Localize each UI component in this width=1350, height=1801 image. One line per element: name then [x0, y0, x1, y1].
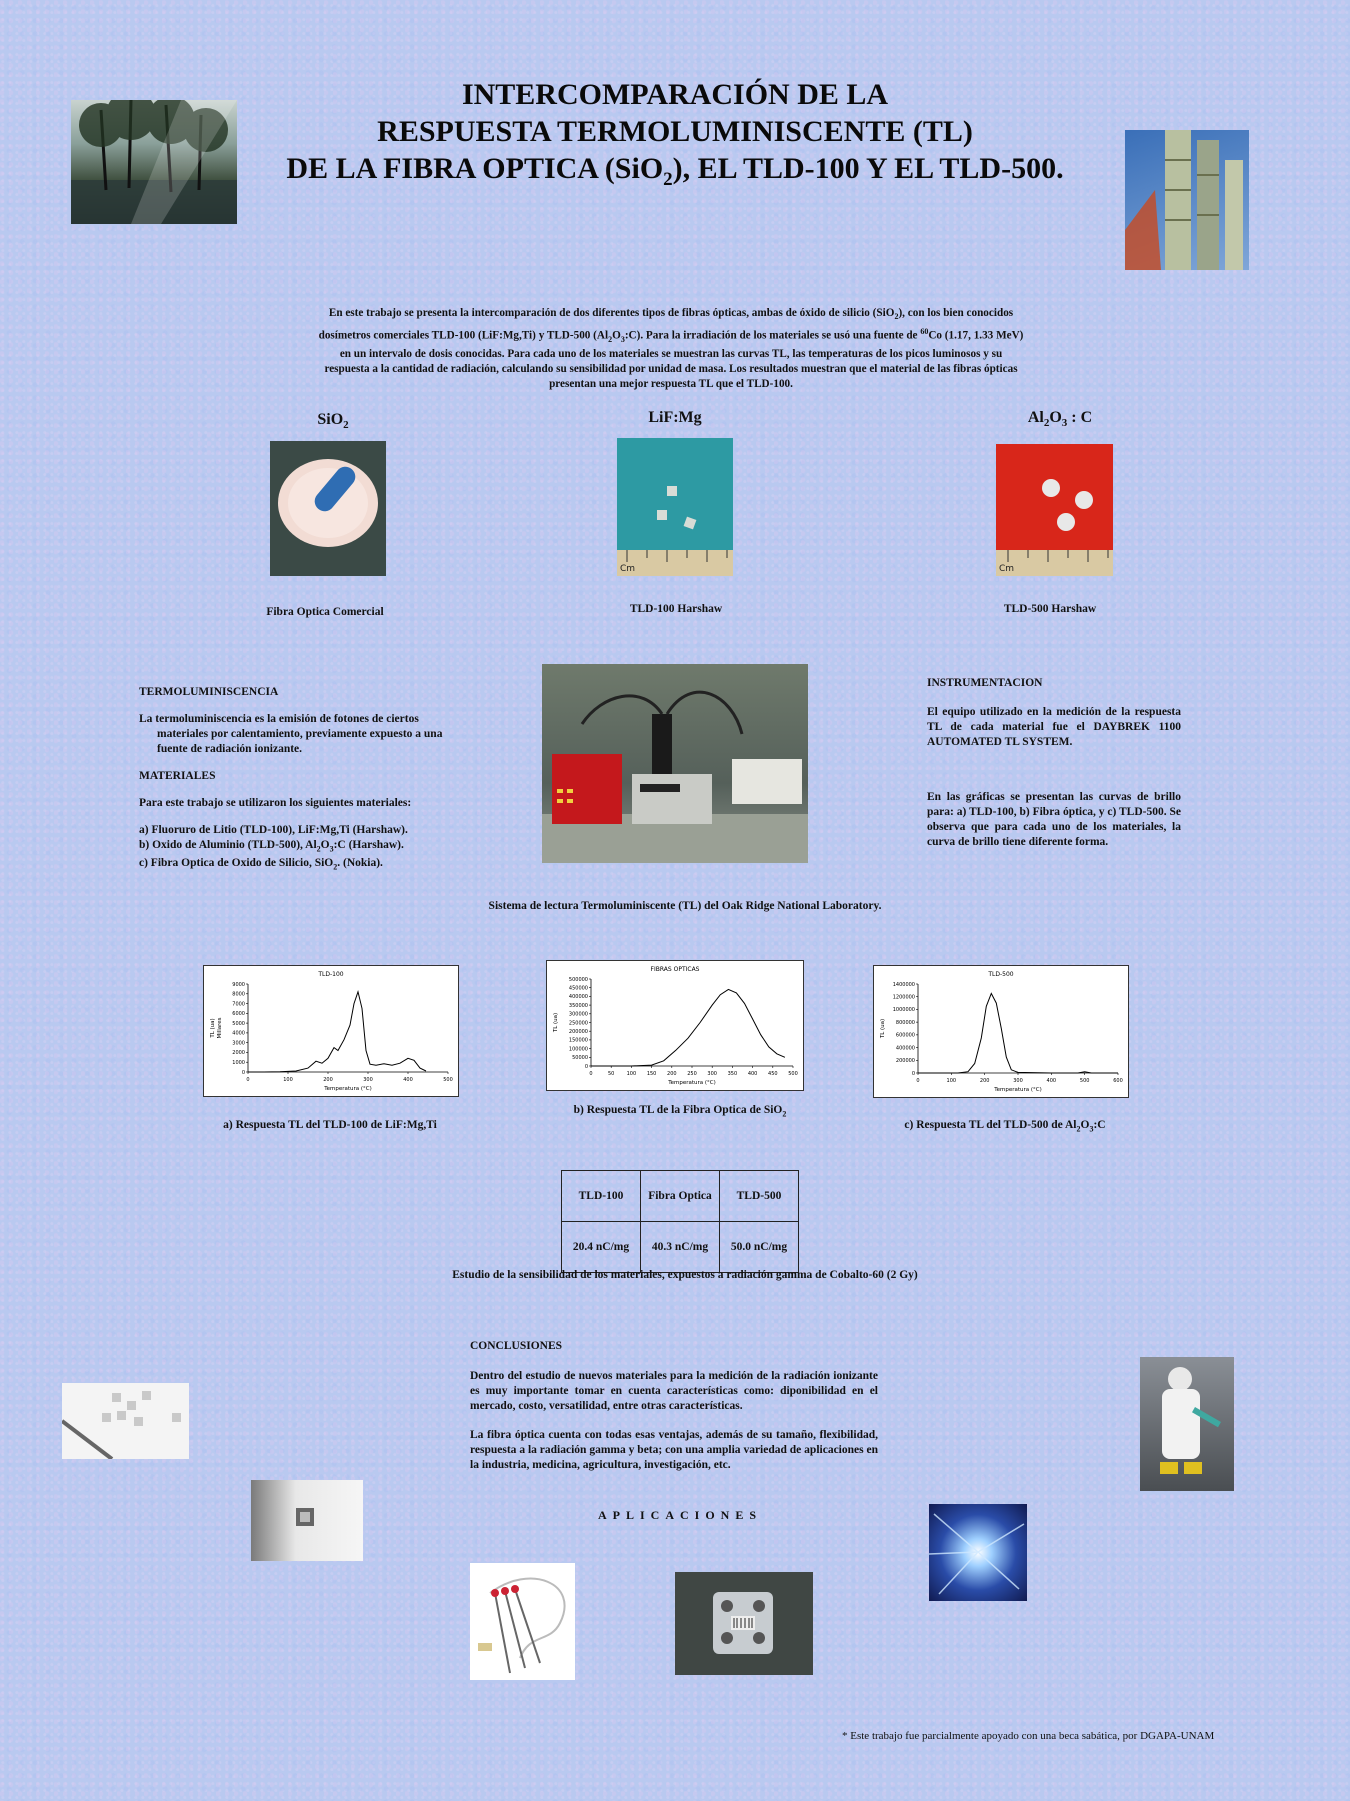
- chart-fibra-caption-a: b) Respuesta TL de la Fibra Optica de SiO: [573, 1104, 783, 1116]
- item-b-a: b) Oxido de Aluminio (TLD-500), Al: [139, 839, 317, 851]
- chart-1-y-tick-label: 450000: [568, 985, 588, 992]
- item-b-sub2: 3: [329, 844, 334, 854]
- chart-2-x-tick-label: 200: [979, 1078, 990, 1084]
- item-b-sub1: 2: [316, 844, 321, 854]
- chart-tld500-caption-sub1: 2: [1076, 1124, 1081, 1134]
- left-column: [139, 685, 459, 875]
- forest-image: [71, 100, 237, 224]
- materiales-intro: Para este trabajo se utilizaron los siguientes materiales:: [139, 797, 412, 809]
- lab-coat-image: [251, 1480, 363, 1561]
- title-line-3-b: ), EL TLD-100 Y EL TLD-500.: [672, 152, 1064, 185]
- fiber-dish-image: [270, 441, 386, 576]
- chart-1-y-tick-label: 250000: [568, 1020, 588, 1027]
- chart-2-y-label: TL (ua): [880, 1018, 886, 1039]
- chart-0-x-tick-label: 200: [323, 1077, 333, 1083]
- protective-suit-image: [1140, 1357, 1234, 1491]
- chart-1-x-tick-label: 350: [727, 1071, 738, 1077]
- abstract-part-2: ), con los bien conocidos dosímetros comerciales TLD-100 (LiF:Mg,Ti) y TLD-500 (Al: [318, 307, 1014, 342]
- item-c-a: c) Fibra Optica de Oxido de Silicio, SiO: [139, 857, 334, 870]
- chart-0-y-tick-label: 8000: [232, 991, 245, 998]
- chart-tld100-caption: a) Respuesta TL del TLD-100 de LiF:Mg,Ti: [223, 1119, 437, 1131]
- dosimeter-badge-photo: [675, 1572, 813, 1675]
- materiales-item-b: [139, 838, 459, 856]
- chart-0-y-tick-label: 3000: [232, 1040, 245, 1047]
- chart-1-y-tick-label: 400000: [568, 994, 588, 1001]
- chart-2-title: TLD-500: [988, 971, 1014, 978]
- table-header-row: [562, 1171, 799, 1222]
- medical-probes-photo: [470, 1563, 575, 1680]
- table-value-tld500: 50.0 nC/mg: [720, 1222, 799, 1273]
- sensitivity-table-wrap: [561, 1170, 799, 1273]
- lif-label: LiF:Mg: [648, 409, 702, 426]
- chart-1-y-tick-label: 50000: [572, 1055, 588, 1062]
- chart-1-y-tick-label: 0: [584, 1063, 588, 1070]
- chart-2-y-tick-label: 1400000: [892, 981, 915, 988]
- table-value-tld100: 20.4 nC/mg: [562, 1222, 641, 1273]
- conclusions-p2: La fibra óptica cuenta con todas esas ventajas, además de su tamaño, flexibilidad, respuesta a la radiación gamma y beta; con una amplia variedad de aplicaciones en la industria, medicina, agricultura, investigación, etc.: [470, 1429, 878, 1471]
- abstract-part-1: En este trabajo se presenta la intercomparación de dos diferentes tipos de fibras ópticas, ambas de óxido de silicio (SiO: [328, 307, 895, 319]
- instrumentacion-heading: INSTRUMENTACION: [927, 677, 1043, 689]
- al2o3-caption: TLD-500 Harshaw: [1003, 603, 1097, 615]
- chart-0-x-label: Temperatura (°C): [324, 1086, 372, 1092]
- chart-2-x-tick-label: 600: [1113, 1078, 1123, 1084]
- conclusions-p1: Dentro del estudio de nuevos materiales para la medición de la radiación ionizante es muy importante tomar en cuenta características como: diponibilidad en el mercado, costo, versatilidad, entre otras características.: [470, 1370, 878, 1412]
- conclusions-heading: CONCLUSIONES: [470, 1340, 563, 1352]
- chart-tld500-caption-b: :C: [1093, 1119, 1106, 1131]
- chart-1-y-tick-label: 350000: [568, 1002, 588, 1009]
- materiales-item-c: [139, 856, 459, 874]
- chart-0-y-label-2: Millares: [217, 1017, 223, 1039]
- medical-probes-image: [470, 1563, 575, 1680]
- abstract: [318, 306, 1024, 392]
- right-column: [927, 676, 1181, 862]
- chart-1-x-tick-label: 500: [788, 1071, 798, 1077]
- chart-0-y-tick-label: 0: [241, 1069, 245, 1076]
- chart-fibra-caption-sub: 2: [782, 1109, 787, 1119]
- chart-0-y-tick-label: 5000: [232, 1020, 245, 1027]
- abstract-part-4: Co (1.17, 1.33 MeV) en un intervalo de dosis conocidas. Para cada uno de los materiales se muestran las curvas TL, las temperaturas de los picos luminosos y su respuesta a la cantidad de radiación, calculando su sensibilidad por unidad de masa. Los resultados muestran que el material de las fibras ópticas presentan una mejor respuesta TL que el TLD-100.: [324, 329, 1024, 391]
- chart-0-y-tick-label: 2000: [232, 1050, 245, 1057]
- chart-0-series-line: [248, 992, 426, 1072]
- chart-tld100: [203, 965, 459, 1097]
- chart-2-x-tick-label: 100: [946, 1078, 957, 1084]
- chart-0-y-tick-label: 4000: [232, 1030, 245, 1037]
- chart-2-y-tick-label: 200000: [895, 1058, 915, 1065]
- title-line-3: [200, 150, 1150, 198]
- chart-2-x-tick-label: 0: [916, 1078, 920, 1084]
- title-line-2: RESPUESTA TERMOLUMINISCENTE (TL): [377, 115, 973, 148]
- materiales-heading: MATERIALES: [139, 770, 216, 782]
- chart-1-series-line: [591, 989, 785, 1066]
- chart-tld500-caption-a: c) Respuesta TL del TLD-500 de Al: [904, 1119, 1077, 1131]
- chart-0-x-tick-label: 400: [403, 1077, 413, 1083]
- table-row: [562, 1222, 799, 1273]
- title-line-3-a: DE LA FIBRA OPTICA (SiO: [286, 152, 664, 185]
- al2o3-label-a: Al: [1027, 409, 1044, 426]
- lif-photo: [617, 438, 733, 576]
- item-b-m: O: [320, 839, 330, 851]
- lif-ruler-label: Cm: [620, 564, 636, 574]
- al2o3-label-sub1: 2: [1043, 417, 1050, 430]
- chart-tld500-caption: [860, 1119, 1150, 1133]
- graficas-text: En las gráficas se presentan las curvas de brillo para: a) TLD-100, b) Fibra óptica, y c) TLD-500. Se observa que para cada uno de los materiales, la curva de brillo tiene diferente forma.: [927, 791, 1181, 848]
- chart-2-y-tick-label: 0: [911, 1070, 915, 1077]
- chart-tld500-caption-sub2: 3: [1089, 1124, 1094, 1134]
- chart-1-x-tick-label: 250: [687, 1071, 697, 1077]
- chips-pen-image: [62, 1383, 189, 1459]
- lab-coat-photo: [251, 1480, 363, 1561]
- chart-1-y-tick-label: 300000: [568, 1011, 588, 1018]
- chart-0-x-tick-label: 500: [443, 1077, 453, 1083]
- chart-2-x-label: Temperatura (°C): [994, 1087, 1042, 1093]
- chart-1-x-tick-label: 0: [589, 1071, 593, 1077]
- chart-1-x-tick-label: 450: [768, 1071, 778, 1077]
- abstract-sup: 60: [920, 327, 929, 337]
- chart-1-y-tick-label: 150000: [568, 1037, 588, 1044]
- title-line-3-sub: 2: [663, 169, 673, 190]
- sio2-label-sub: 2: [343, 419, 349, 432]
- abstract-sub-3: 3: [620, 335, 625, 345]
- termoluminiscencia-text: La termoluminiscencia es la emisión de fotones de ciertos materiales por calentamiento, previamente expuesto a una fuente de radiación ionizante.: [139, 713, 443, 755]
- lif-caption: TLD-100 Harshaw: [629, 603, 723, 615]
- termoluminiscencia-heading: TERMOLUMINISCENCIA: [139, 686, 279, 698]
- sio2-label: [243, 411, 423, 431]
- chart-0-y-tick-label: 7000: [232, 1001, 245, 1008]
- protective-suit-photo: [1140, 1357, 1234, 1491]
- abstract-sub-2: 2: [608, 335, 613, 345]
- al2o3-ruler-label: Cm: [999, 564, 1015, 574]
- chart-fibra: [546, 960, 804, 1091]
- al2o3-label-c: : C: [1067, 409, 1093, 426]
- optical-fiber-image: [929, 1504, 1027, 1601]
- chart-2-y-tick-label: 600000: [895, 1032, 915, 1039]
- applications-heading: APLICACIONES: [598, 1508, 763, 1522]
- table-caption: Estudio de la sensibilidad de los materiales, expuestos a radiación gamma de Cobalto-60 (2 Gy): [452, 1269, 918, 1281]
- chart-1-x-tick-label: 300: [707, 1071, 717, 1077]
- forest-photo: [71, 100, 237, 224]
- table-header-tld100: TLD-100: [562, 1171, 641, 1222]
- chart-1-x-tick-label: 50: [608, 1071, 615, 1077]
- al2o3-label-sub2: 3: [1061, 417, 1068, 430]
- poster-title: [200, 76, 1150, 198]
- chart-2-y-tick-label: 1200000: [892, 994, 915, 1001]
- item-c-b: . (Nokia).: [337, 857, 383, 870]
- al2o3-discs-image: [996, 444, 1113, 576]
- chart-0-y-label: TL (ua): [210, 1018, 216, 1038]
- sensitivity-table: [561, 1170, 799, 1273]
- chart-0-y-tick-label: 6000: [232, 1011, 245, 1018]
- chart-fibra-caption: [530, 1104, 830, 1118]
- item-c-sub: 2: [333, 862, 338, 872]
- chart-0-x-tick-label: 0: [246, 1077, 250, 1083]
- chart-2-x-tick-label: 400: [1046, 1078, 1057, 1084]
- al2o3-label-b: O: [1049, 409, 1062, 426]
- chart-2-y-tick-label: 800000: [895, 1019, 915, 1026]
- tl-reader-photo: [542, 664, 808, 863]
- chart-1-x-tick-label: 150: [646, 1071, 657, 1077]
- sio2-photo: [270, 441, 386, 576]
- item-b-b: :C (Harshaw).: [333, 839, 404, 851]
- chart-1-y-tick-label: 100000: [568, 1046, 588, 1053]
- chart-0-y-tick-label: 1000: [232, 1060, 245, 1067]
- table-value-fibra: 40.3 nC/mg: [641, 1222, 720, 1273]
- tl-reader-image: [542, 664, 808, 863]
- chips-pen-photo: [62, 1383, 189, 1459]
- footnote: * Este trabajo fue parcialmente apoyado con una beca sabática, por DGAPA-UNAM: [842, 1730, 1215, 1742]
- chart-2-series-line: [918, 994, 1118, 1074]
- chart-tld500-caption-m: O: [1080, 1119, 1090, 1131]
- dosimeter-badge-image: [675, 1572, 813, 1675]
- chart-1-x-tick-label: 400: [747, 1071, 758, 1077]
- chart-0-y-tick-label: 9000: [232, 981, 245, 988]
- chart-2-x-tick-label: 500: [1079, 1078, 1090, 1084]
- chart-0-x-tick-label: 100: [283, 1077, 293, 1083]
- industrial-image: [1125, 130, 1249, 270]
- system-caption: Sistema de lectura Termoluminiscente (TL) del Oak Ridge National Laboratory.: [488, 900, 882, 912]
- chart-0-title: TLD-100: [318, 971, 344, 978]
- chart-2-y-tick-label: 400000: [895, 1045, 915, 1052]
- chart-1-y-label: TL (ua): [553, 1012, 559, 1033]
- abstract-part-2-mid: O: [612, 329, 621, 342]
- industrial-photo: [1125, 130, 1249, 270]
- al2o3-label: [970, 409, 1150, 429]
- al2o3-photo: [996, 444, 1113, 576]
- lif-chips-image: [617, 438, 733, 576]
- chart-1-title: FIBRAS OPTICAS: [650, 966, 700, 973]
- chart-2-x-tick-label: 300: [1013, 1078, 1023, 1084]
- chart-tld500-svg: [874, 966, 1128, 1097]
- abstract-part-3: :C). Para la irradiación de los materiales se usó una fuente de: [624, 329, 921, 342]
- chart-0-x-tick-label: 300: [363, 1077, 373, 1083]
- conclusions: [470, 1339, 878, 1485]
- instrumentacion-text: El equipo utilizado en la medición de la respuesta TL de cada material fue el DAYBREK 1100 AUTOMATED TL SYSTEM.: [927, 706, 1181, 748]
- materiales-item-a: a) Fluoruro de Litio (TLD-100), LiF:Mg,Ti (Harshaw).: [139, 824, 408, 836]
- abstract-sub-1: 2: [894, 312, 899, 322]
- title-line-1: INTERCOMPARACIÓN DE LA: [461, 78, 889, 111]
- table-header-tld500: TLD-500: [720, 1171, 799, 1222]
- chart-tld500: [873, 965, 1129, 1098]
- chart-tld100-svg: [204, 966, 458, 1096]
- chart-1-x-tick-label: 100: [626, 1071, 637, 1077]
- chart-1-y-tick-label: 200000: [568, 1029, 588, 1035]
- chart-1-x-tick-label: 200: [667, 1071, 677, 1077]
- optical-fiber-photo: [929, 1504, 1027, 1601]
- chart-1-x-label: Temperatura (°C): [668, 1080, 716, 1086]
- chart-2-y-tick-label: 1000000: [892, 1007, 915, 1014]
- chart-fibra-svg: [547, 961, 803, 1090]
- sio2-label-text: SiO: [317, 411, 344, 428]
- chart-1-y-tick-label: 500000: [568, 976, 588, 983]
- table-header-fibra: Fibra Optica: [641, 1171, 720, 1222]
- sio2-caption: Fibra Optica Comercial: [266, 606, 384, 618]
